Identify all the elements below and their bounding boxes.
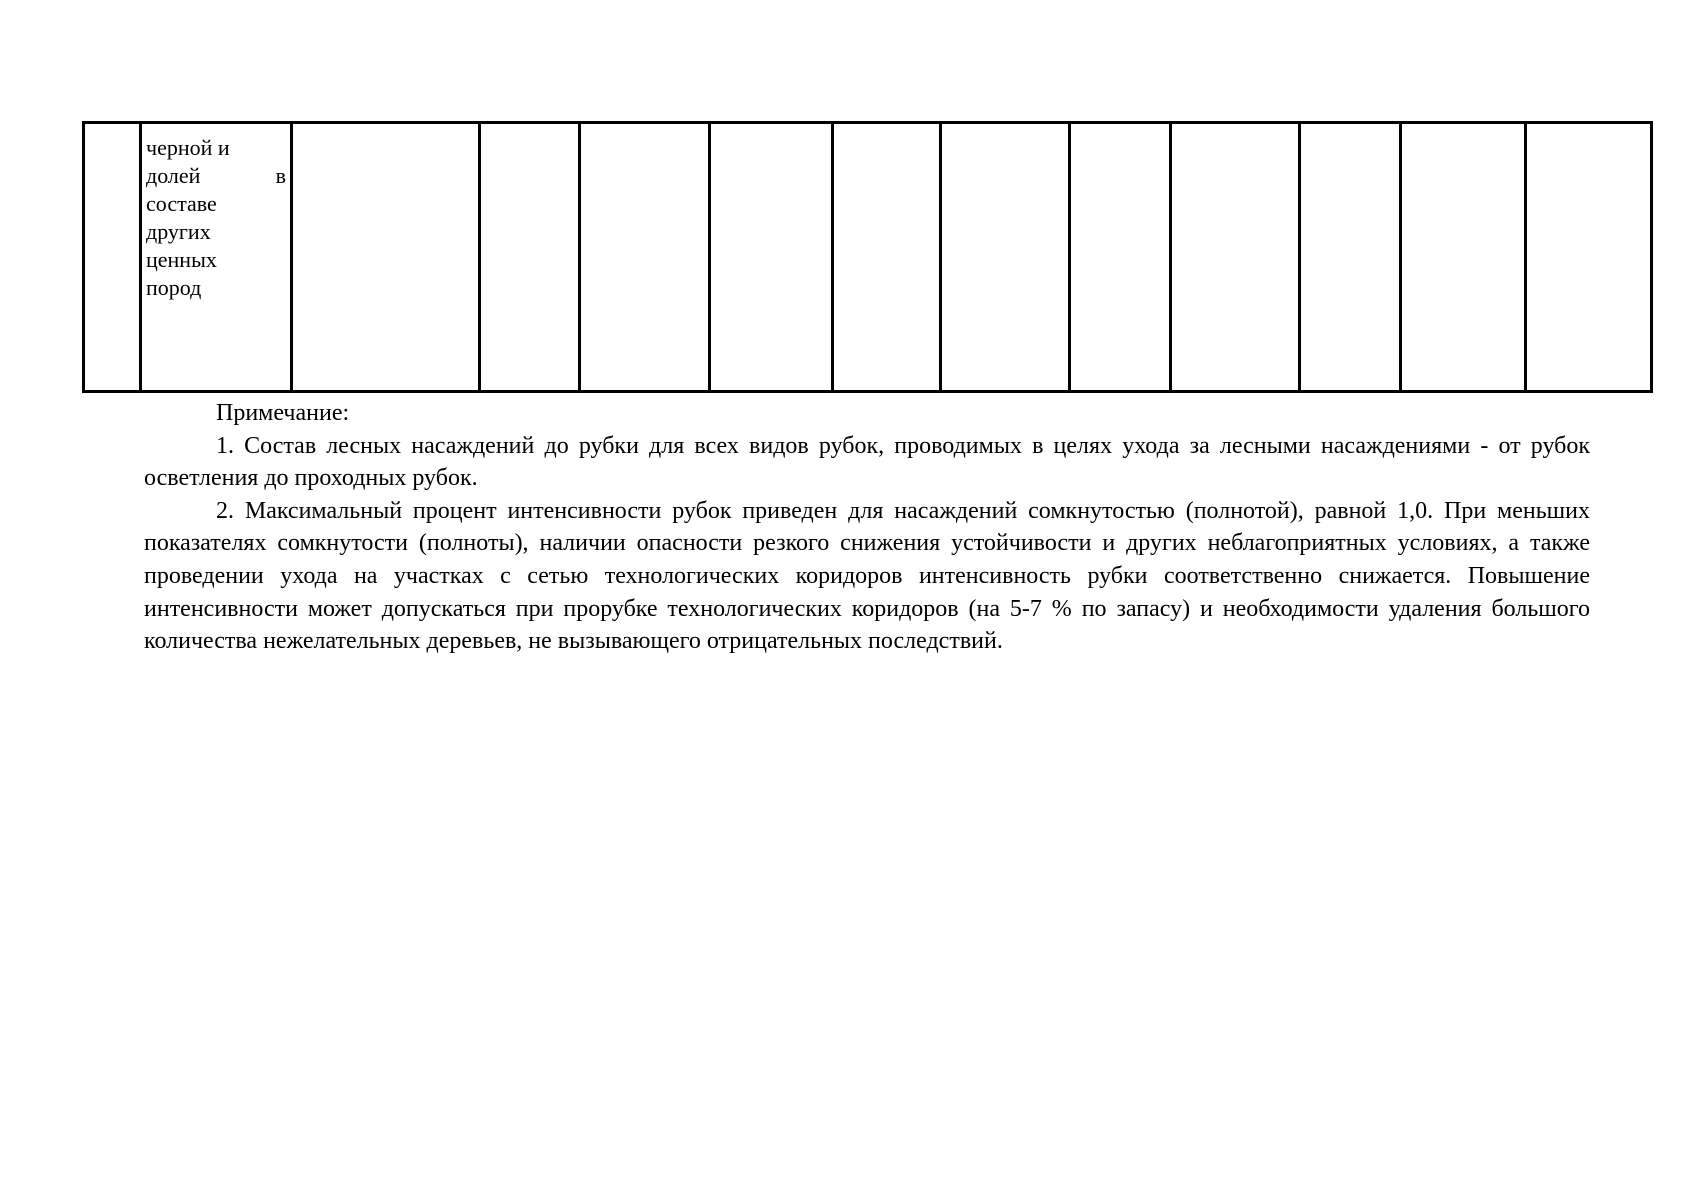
row-label-line: черной и <box>146 135 230 160</box>
row-label-line: долей в <box>146 163 286 188</box>
note-item-1: 1. Состав лесных насаждений до рубки для всех видов рубок, проводимых в целях ухода за лесными насаждениями - от рубок осветления до проходных рубок. <box>144 432 1590 492</box>
table-cell-empty <box>941 123 1070 392</box>
notes-heading: Примечание: <box>216 400 350 426</box>
table-cell-empty <box>1171 123 1300 392</box>
row-label-line: ценных <box>146 247 217 272</box>
table-cell-empty <box>1526 123 1652 392</box>
table-cell-row-label <box>141 123 292 392</box>
data-table <box>82 121 1653 393</box>
table-cell-empty <box>292 123 480 392</box>
table-cell-empty <box>1070 123 1171 392</box>
row-label-line: составе <box>146 191 217 216</box>
row-label-line: других <box>146 219 211 244</box>
note-item-2: 2. Максимальный процент интенсивности рубок приведен для насаждений сомкнутостью (полнотой), равной 1,0. При меньших показателях сомкнутости (полноты), наличии опасности резкого снижения устойчивости и других неблагоприятных условиях, а также проведении ухода на участках с сетью технологических коридоров интенсивность рубки соответственно снижается. Повышение интенсивности может допускаться при прорубке технологических коридоров (на 5-7 % по запасу) и необходимости удаления большого количества нежелательных деревьев, не вызывающего отрицательных последствий. <box>144 497 1590 655</box>
table-cell-empty <box>710 123 833 392</box>
table-cell-number <box>84 123 141 392</box>
table-cell-empty <box>580 123 710 392</box>
table-row <box>84 123 1652 392</box>
notes-section <box>144 397 1590 658</box>
table-cell-empty <box>1300 123 1401 392</box>
table-cell-empty <box>1401 123 1526 392</box>
table-cell-empty <box>480 123 580 392</box>
table-cell-empty <box>833 123 941 392</box>
row-label-line: пород <box>146 275 202 300</box>
